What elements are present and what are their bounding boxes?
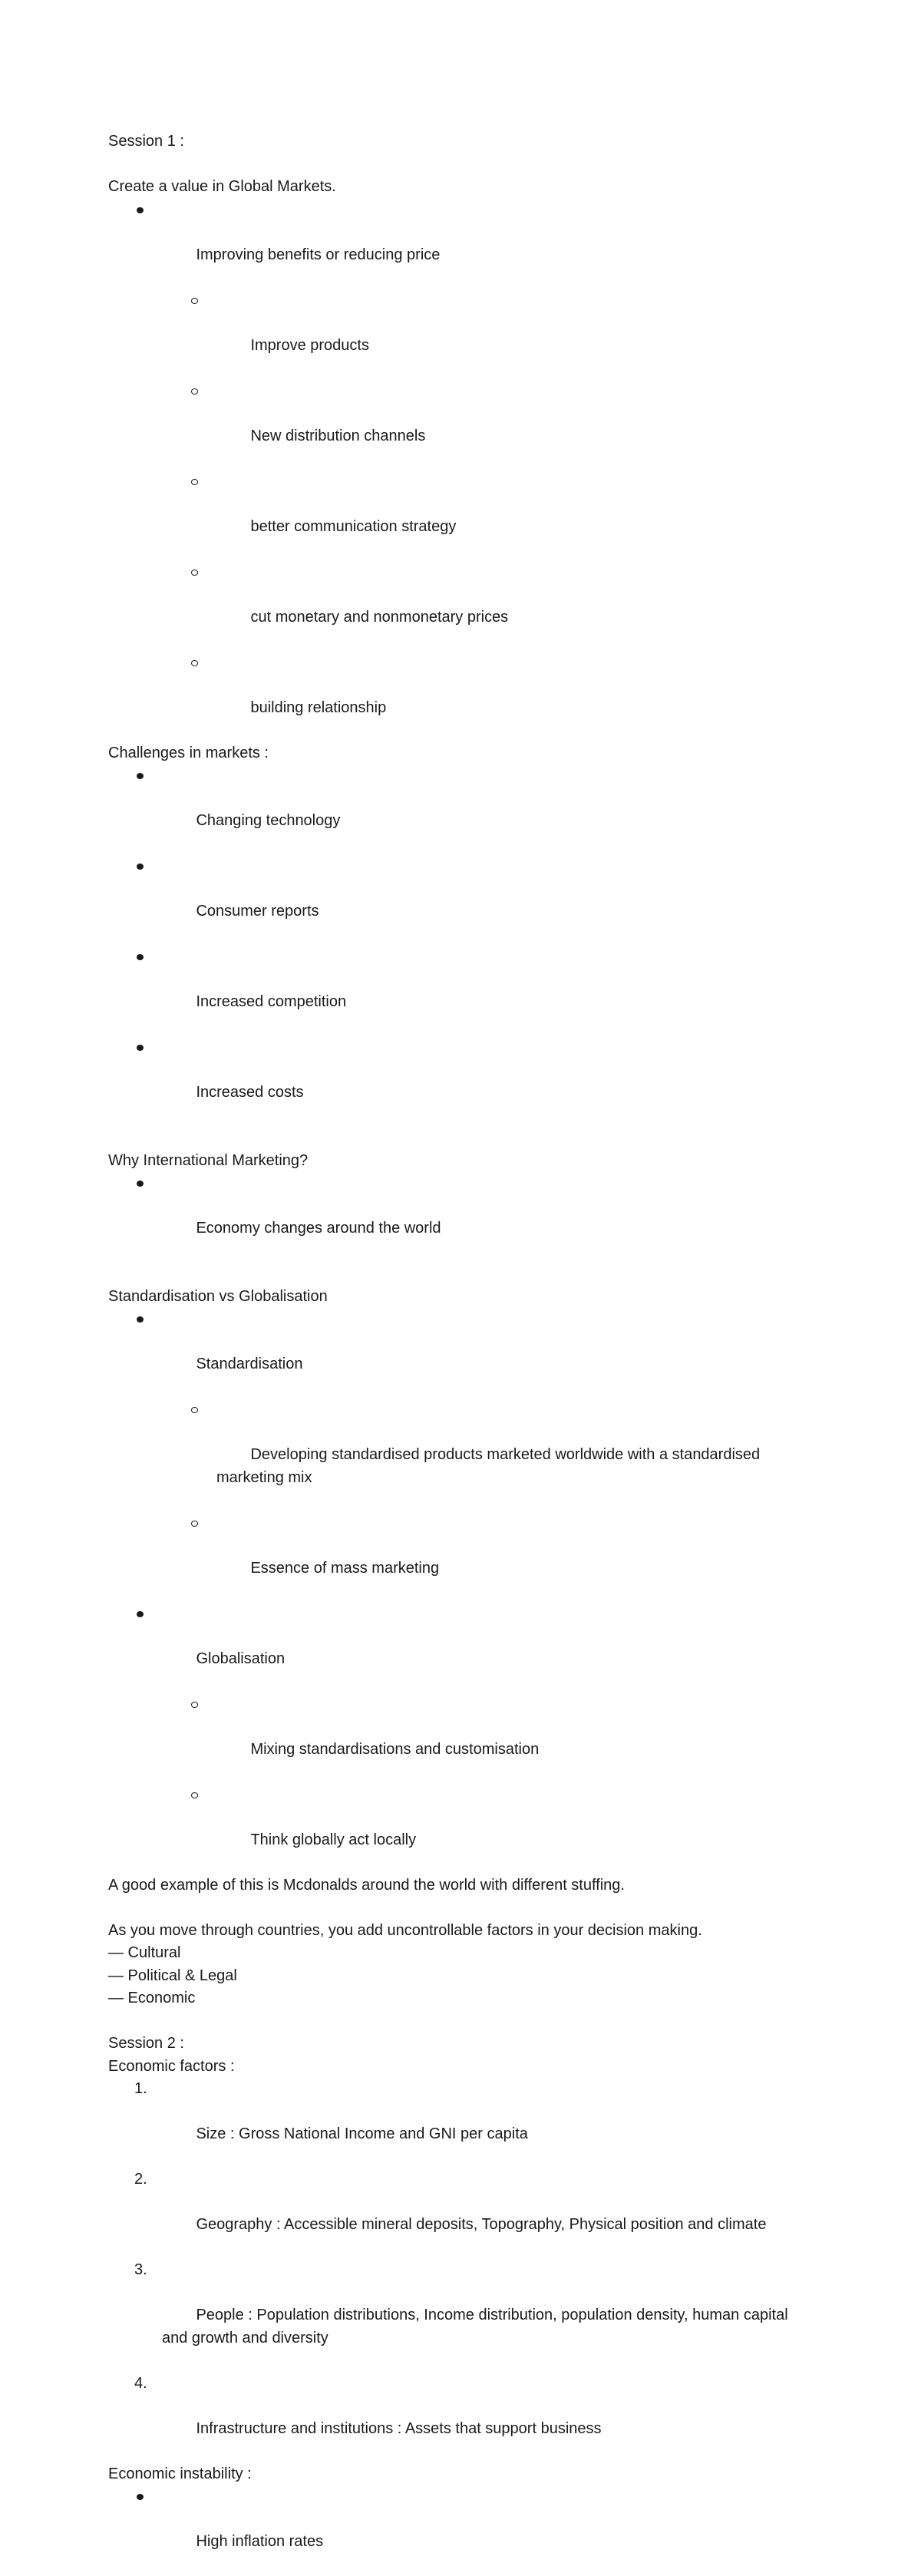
blank-line bbox=[108, 154, 822, 177]
sub-list-item bbox=[108, 471, 822, 561]
list-item-text: Consumer reports bbox=[196, 903, 319, 920]
list-item-text: Essence of mass marketing bbox=[250, 1559, 440, 1577]
list-item bbox=[108, 1036, 822, 1127]
bullet-ring-icon bbox=[191, 660, 198, 666]
bullet-ring-icon bbox=[191, 298, 198, 304]
list-item-text: High inflation rates bbox=[196, 2533, 324, 2550]
example-text: A good example of this is Mcdonalds around the world with different stuffing. bbox=[108, 1876, 625, 1894]
blank-line bbox=[108, 1897, 822, 1920]
item-number: 2. bbox=[134, 2171, 147, 2188]
list-item-text: better communication strategy bbox=[250, 517, 457, 535]
list-item-text: Globalisation bbox=[196, 1650, 286, 1667]
list-item bbox=[108, 199, 822, 289]
numbered-item bbox=[108, 2078, 822, 2168]
sub-list-item bbox=[108, 1512, 822, 1603]
bullet-ring-icon bbox=[191, 1521, 198, 1527]
list-item-text: building relationship bbox=[250, 698, 387, 716]
numbered-item bbox=[108, 2259, 822, 2373]
sub-list-item bbox=[108, 380, 822, 471]
sub-list-item bbox=[108, 289, 822, 380]
list-item bbox=[108, 1172, 822, 1263]
list-item-text: People : Population distributions, Income distribution, population density, human capital and growth and diversity bbox=[162, 2307, 793, 2346]
value-list bbox=[108, 199, 822, 742]
item-number: 3. bbox=[134, 2261, 147, 2278]
factor-line: — Economic bbox=[108, 1990, 196, 2006]
challenges-list bbox=[108, 765, 822, 1127]
list-item-text: New distribution channels bbox=[250, 427, 426, 444]
list-item-text: Increased competition bbox=[196, 993, 347, 1010]
factor-line: — Cultural bbox=[108, 1944, 181, 1961]
list-item-text: Standardisation bbox=[196, 1356, 303, 1372]
list-item-text: Changing technology bbox=[196, 812, 341, 829]
bullet-dot-icon bbox=[137, 864, 144, 870]
list-item bbox=[108, 1603, 822, 1693]
list-item bbox=[108, 946, 822, 1036]
numbered-item bbox=[108, 2373, 822, 2463]
bullet-ring-icon bbox=[191, 570, 198, 576]
bullet-ring-icon bbox=[191, 479, 198, 485]
blank-line bbox=[108, 1127, 822, 1150]
econ-heading: Economic factors : bbox=[108, 2057, 235, 2075]
numbered-item bbox=[108, 2168, 822, 2259]
bullet-ring-icon bbox=[191, 1407, 198, 1413]
challenges-heading: Challenges in markets : bbox=[108, 744, 269, 761]
list-item-text: Size : Gross National Income and GNI per capita bbox=[196, 2125, 528, 2142]
list-item-text: Geography : Accessible mineral deposits, Topography, Physical position and climate bbox=[196, 2216, 767, 2233]
session-2-title: Session 2 : bbox=[108, 2035, 184, 2052]
item-number: 4. bbox=[134, 2374, 147, 2392]
blank-line bbox=[108, 1263, 822, 1286]
bullet-dot-icon bbox=[137, 207, 144, 213]
bullet-ring-icon bbox=[191, 388, 198, 395]
list-item-text: Mixing standardisations and customisation bbox=[250, 1740, 540, 1758]
sub-list-item bbox=[108, 652, 822, 742]
std-heading: Standardisation vs Globalisation bbox=[108, 1287, 328, 1305]
sub-list-item bbox=[108, 1784, 822, 1874]
bullet-dot-icon bbox=[137, 773, 144, 779]
bullet-ring-icon bbox=[191, 1702, 198, 1708]
factor-line: — Political & Legal bbox=[108, 1967, 237, 1984]
blank-line bbox=[108, 2010, 822, 2033]
list-item-text: Think globally act locally bbox=[250, 1831, 417, 1848]
bullet-dot-icon bbox=[137, 2494, 144, 2500]
list-item bbox=[108, 2485, 822, 2576]
sub-list-item bbox=[108, 1693, 822, 1784]
bullet-ring-icon bbox=[191, 1792, 198, 1798]
list-item-text: Improve products bbox=[250, 336, 369, 354]
session-1-title: Session 1 : bbox=[108, 133, 184, 150]
list-item-text: Economy changes around the world bbox=[196, 1220, 441, 1237]
list-item bbox=[108, 855, 822, 946]
list-item-text: Improving benefits or reducing price bbox=[196, 246, 441, 263]
instability-heading: Economic instability : bbox=[108, 2465, 252, 2482]
list-item-text: Developing standardised products marketed worldwide with a standardised marketing mix bbox=[216, 1446, 764, 1486]
bullet-dot-icon bbox=[137, 1611, 144, 1617]
why-list bbox=[108, 1172, 822, 1263]
econ-list bbox=[108, 2078, 822, 2463]
list-item-text: cut monetary and nonmonetary prices bbox=[250, 608, 509, 626]
list-item-text: Increased costs bbox=[196, 1084, 304, 1101]
item-number: 1. bbox=[134, 2080, 147, 2097]
countries-text: As you move through countries, you add uncontrollable factors in your decision making. bbox=[108, 1921, 702, 1939]
value-heading: Create a value in Global Markets. bbox=[108, 178, 336, 195]
document-body bbox=[108, 130, 822, 2576]
bullet-dot-icon bbox=[137, 1045, 144, 1051]
bullet-dot-icon bbox=[137, 1316, 144, 1323]
bullet-dot-icon bbox=[137, 954, 144, 960]
instability-list bbox=[108, 2485, 822, 2576]
list-item bbox=[108, 765, 822, 855]
std-list bbox=[108, 1308, 822, 1874]
bullet-dot-icon bbox=[137, 1181, 144, 1187]
why-heading: Why International Marketing? bbox=[108, 1151, 309, 1169]
list-item bbox=[108, 1308, 822, 1399]
sub-list-item bbox=[108, 561, 822, 652]
list-item-text: Infrastructure and institutions : Assets that support business bbox=[196, 2419, 602, 2437]
sub-list-item bbox=[108, 1399, 822, 1512]
